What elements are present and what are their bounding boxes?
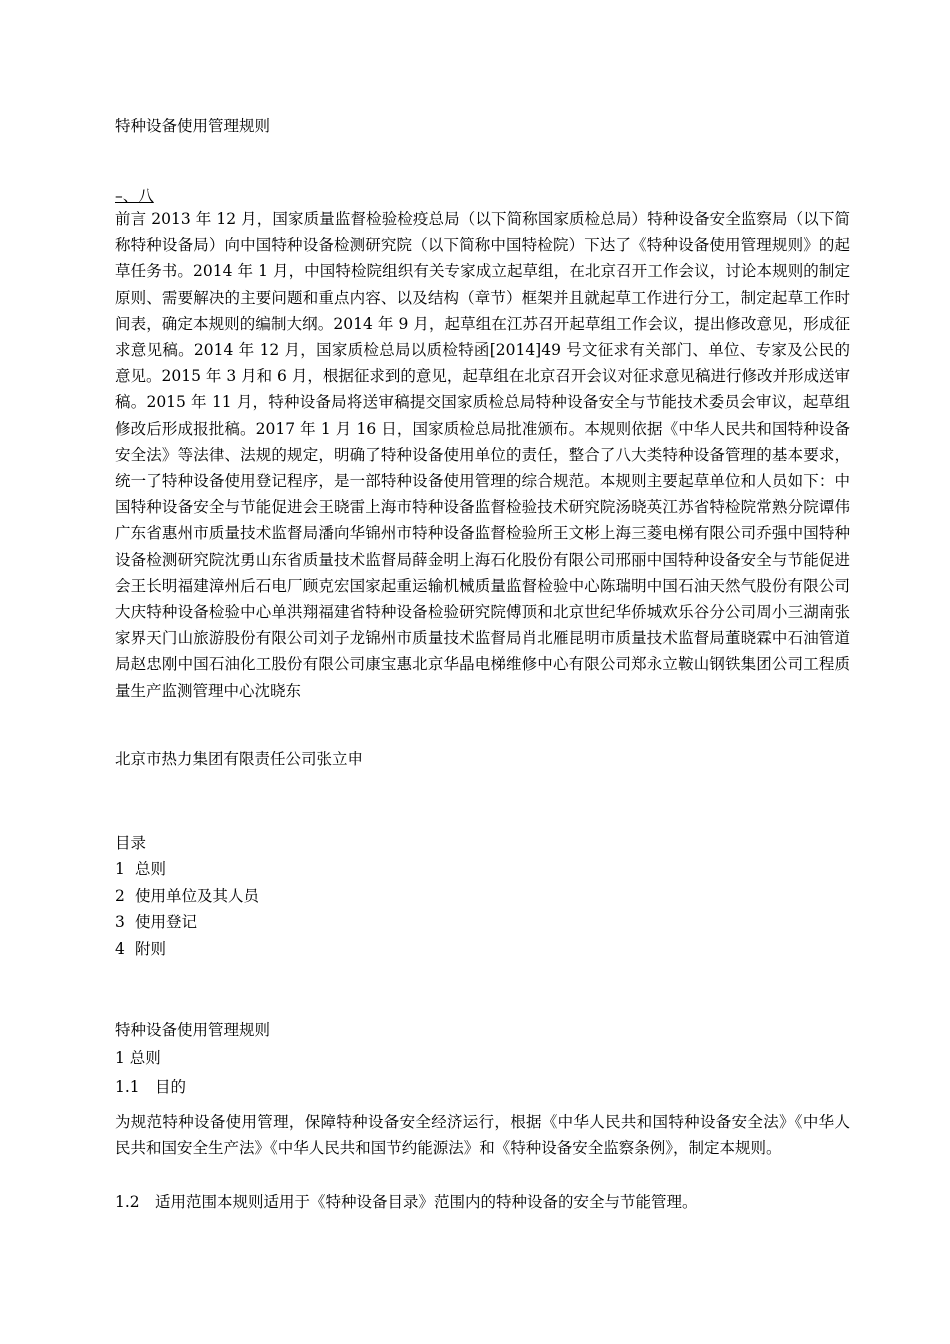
toc-item (115, 859, 166, 879)
prefix-mark: –、八 (115, 187, 154, 205)
toc-item-number: 3 (115, 913, 125, 931)
section-label: 适用范围本规则适用于《特种设备目录》范围内的特种设备的安全与节能管理。 (155, 1193, 698, 1211)
body-title: 特种设备使用管理规则 (115, 1021, 271, 1039)
toc-item (115, 939, 166, 959)
toc-item-number: 4 (115, 940, 125, 958)
toc-item-number: 1 (115, 860, 125, 878)
preface-paragraph: 前言 2013 年 12 月，国家质量监督检验检疫总局（以下简称国家质检总局）特种设备安全监察局（以下简称特种设备局）向中国特种设备检测研究院（以下简称中国特检院）下达了《特种设备使用管理规则》的起草任务书。2014 年 1 月，中国特检院组织有关专家成立起草组，在北京召开工作会议，讨论本规则的制定原则、需要解决的主要问题和重点内容、以及结构（章节）框架并且就起草工作进行分工，制定起草工作时间表，确定本规则的编制大纲。2014 年 9 月，起草组在江苏召开起草组工作会议，提出修改意见，形成征求意见稿。2014 年 12 月，国家质检总局以质检特函[2014]49 号文征求有关部门、单位、专家及公民的意见。2015 年 3 月和 6 月，根据征求到的意见，起草组在北京召开会议对征求意见稿进行修改并形成送审稿。2015 年 11 月，特种设备局将送审稿提交国家质检总局特种设备安全与节能技术委员会审议，起草组修改后形成报批稿。2017 年 1 月 16 日，国家质检总局批准颁布。本规则依据《中华人民共和国特种设备安全法》等法律、法规的规定，明确了特种设备使用单位的责任，整合了八大类特种设备管理的基本要求，统一了特种设备使用登记程序，是一部特种设备使用管理的综合规范。本规则主要起草单位和人员如下：中国特种设备安全与节能促进会王晓雷上海市特种设备监督检验技术研究院汤晓英江苏省特检院常熟分院谭伟广东省惠州市质量技术监督局潘向华锦州市特种设备监督检验所王文彬上海三菱电梯有限公司乔强中国特种设备检测研究院沈勇山东省质量技术监督局薛金明上海石化股份有限公司邢丽中国特种设备安全与节能促进会王长明福建漳州后石电厂顾克宏国家起重运输机械质量监督检验中心陈瑞明中国石油天然气股份有限公司大庆特种设备检验中心单洪翔福建省特种设备检验研究院傅顶和北京世纪华侨城欢乐谷分公司周小三湖南张家界天门山旅游股份有限公司刘子龙锦州市质量技术监督局肖北雁昆明市质量技术监督局董晓霖中石油管道局赵忠刚中国石油化工股份有限公司康宝惠北京华晶电梯维修中心有限公司郑永立鞍山钢铁集团公司工程质量生产监测管理中心沈晓东 (115, 210, 850, 700)
section-number: 1.1 (115, 1078, 140, 1096)
toc-item (115, 912, 197, 932)
section-heading-1: 1 总则 (115, 1049, 161, 1067)
section-heading-1-1 (115, 1077, 186, 1097)
toc-item-label: 使用登记 (135, 913, 198, 931)
purpose-paragraph: 为规范特种设备使用管理，保障特种设备安全经济运行，根据《中华人民共和国特种设备安全法》《中华人民共和国安全生产法》《中华人民共和国节约能源法》和《特种设备安全监察条例》，制定本规则。 (115, 1113, 850, 1158)
toc-title: 目录 (115, 834, 147, 852)
toc-item-number: 2 (115, 887, 125, 905)
toc-item-label: 总则 (135, 860, 167, 878)
preface-tail-line: 北京市热力集团有限责任公司张立申 (115, 750, 364, 768)
header-title: 特种设备使用管理规则 (115, 117, 271, 135)
section-number: 1.2 (115, 1193, 140, 1211)
toc-item-label: 使用单位及其人员 (135, 887, 260, 905)
toc-item-label: 附则 (135, 940, 167, 958)
toc-item (115, 886, 259, 906)
section-heading-1-2 (115, 1192, 698, 1212)
section-label: 目的 (155, 1078, 187, 1096)
